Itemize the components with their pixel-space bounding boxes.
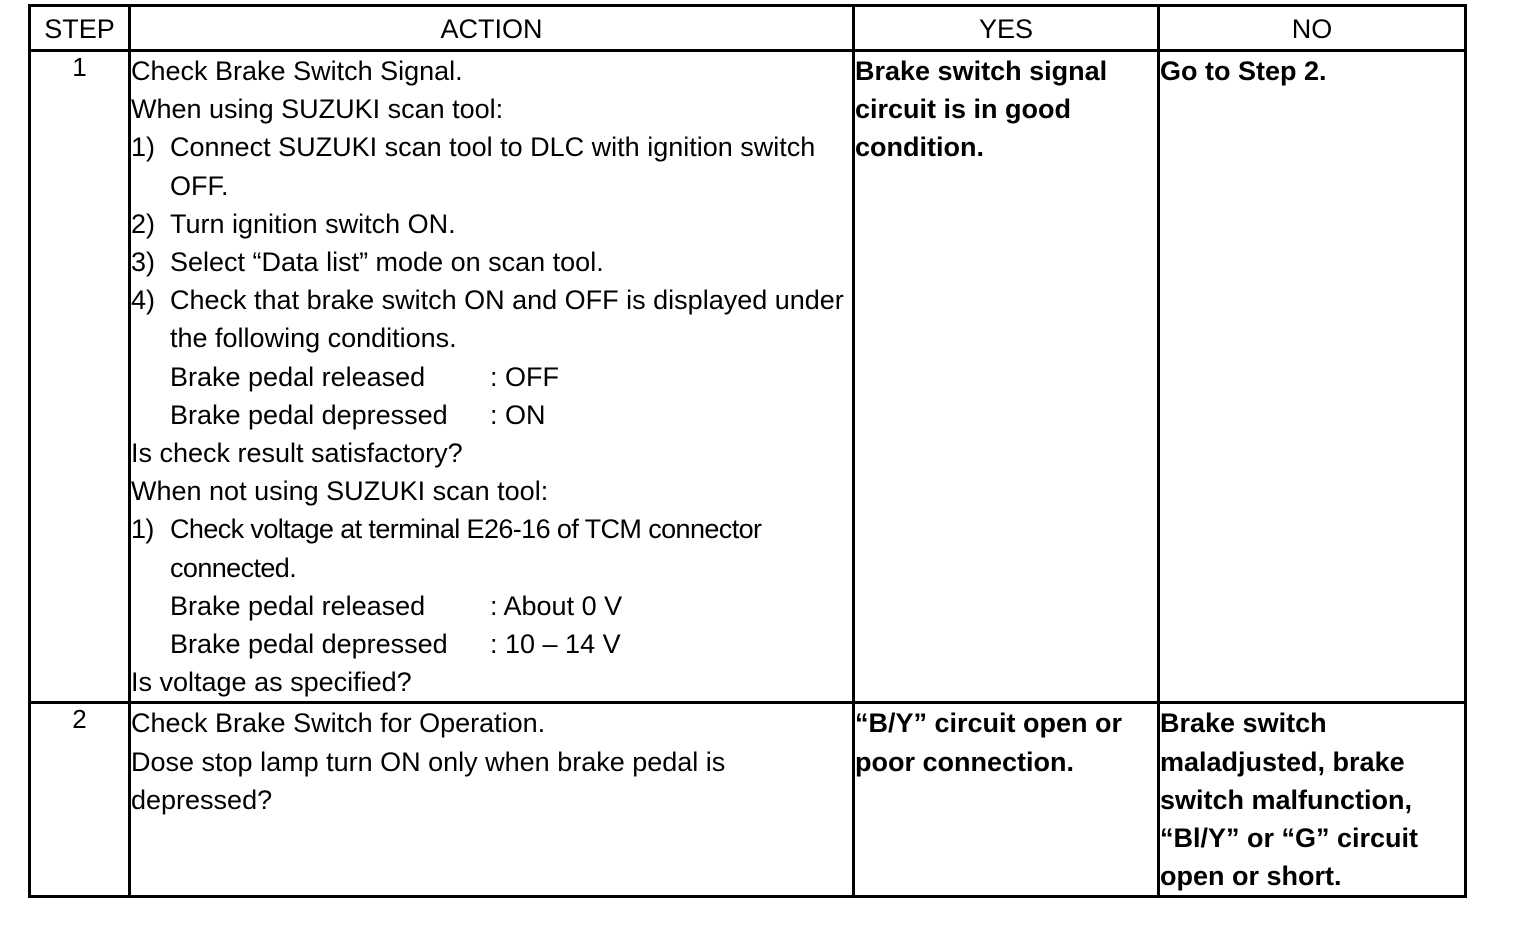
- list-item-text: Turn ignition switch ON.: [170, 208, 456, 239]
- noscan-question: Is voltage as specified?: [131, 667, 412, 698]
- condition-label: Brake pedal released: [170, 361, 426, 392]
- step-number: 2: [30, 703, 130, 897]
- condition-row: [131, 358, 852, 396]
- no-cell: Go to Step 2.: [1159, 51, 1466, 703]
- action-question: Dose stop lamp turn ON only when brake pedal is depressed?: [131, 746, 726, 815]
- table-row: [30, 51, 1466, 703]
- list-item: [131, 281, 852, 357]
- list-item-text: Check that brake switch ON and OFF is displayed under the following conditions.: [170, 285, 844, 354]
- header-yes: YES: [854, 6, 1159, 51]
- condition-value: : 10 – 14 V: [490, 629, 621, 660]
- list-item-number: 4): [131, 285, 156, 316]
- yes-cell: “B/Y” circuit open or poor connection.: [854, 703, 1159, 897]
- header-step: STEP: [30, 6, 130, 51]
- yes-cell: Brake switch signal circuit is in good condition.: [854, 51, 1159, 703]
- list-item-number: 1): [131, 132, 156, 163]
- diagnosis-table: [28, 4, 1467, 898]
- condition-value: : ON: [490, 399, 546, 430]
- condition-row: [131, 625, 852, 663]
- header-row: [30, 6, 1466, 51]
- header-action: ACTION: [130, 6, 854, 51]
- condition-label: Brake pedal released: [170, 590, 426, 621]
- action-cell: [130, 51, 854, 703]
- condition-row: [131, 587, 852, 625]
- step-number: 1: [30, 51, 130, 703]
- condition-value: : About 0 V: [490, 590, 623, 621]
- scan-intro: When using SUZUKI scan tool:: [131, 94, 504, 125]
- action-cell: [130, 703, 854, 897]
- noscan-intro: When not using SUZUKI scan tool:: [131, 476, 549, 507]
- list-item: [131, 243, 852, 281]
- table-row: [30, 703, 1466, 897]
- list-item-text: Select “Data list” mode on scan tool.: [170, 247, 604, 278]
- action-title: Check Brake Switch Signal.: [131, 56, 463, 86]
- header-no: NO: [1159, 6, 1466, 51]
- no-cell: Brake switch maladjusted, brake switch malfunction, “Bl/Y” or “G” circuit open or short.: [1159, 703, 1466, 897]
- scan-question: Is check result satisfactory?: [131, 438, 463, 469]
- list-item-text: Check voltage at terminal E26-16 of TCM connector connected.: [170, 514, 762, 583]
- condition-label: Brake pedal depressed: [170, 399, 448, 430]
- condition-row: [131, 396, 852, 434]
- condition-value: : OFF: [490, 361, 559, 392]
- list-item: [131, 128, 852, 204]
- list-item: [131, 205, 852, 243]
- condition-label: Brake pedal depressed: [170, 629, 448, 660]
- action-title: Check Brake Switch for Operation.: [131, 708, 546, 739]
- list-item-text: Connect SUZUKI scan tool to DLC with ignition switch OFF.: [170, 132, 816, 201]
- list-item-number: 3): [131, 247, 156, 278]
- list-item-number: 1): [131, 514, 154, 545]
- list-item: [131, 510, 852, 586]
- list-item-number: 2): [131, 208, 156, 239]
